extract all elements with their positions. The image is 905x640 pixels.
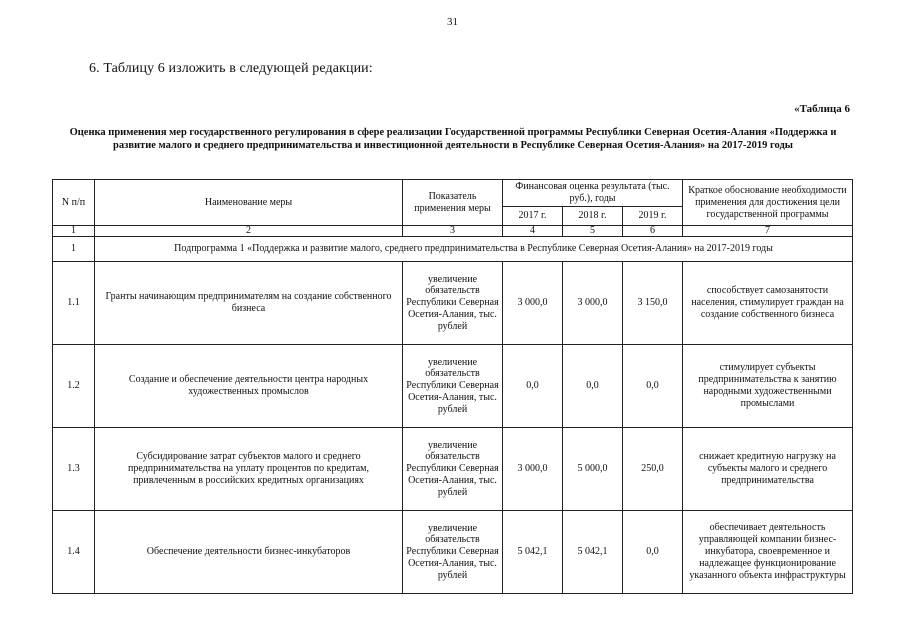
row-measure: Обеспечение деятельности бизнес-инкубаторов [95,511,403,594]
row-value-2017: 3 000,0 [503,262,563,345]
row-value-2019: 250,0 [623,428,683,511]
item-number: 6. [89,61,100,76]
row-value-2018: 3 000,0 [563,262,623,345]
col-number: 1 [53,226,95,237]
table-row [53,428,853,511]
header-row [53,180,853,207]
header-year-2017: 2017 г. [503,207,563,226]
table-title: Оценка применения мер государственного регулирования в сфере реализации Государственной программы Республики Северная Осетия-Алания «Поддержка и развитие малого и среднего предпринимательства и инвестиционной деятельности в Республике Северная Осетия-Алания» на 2017-2019 годы [69,127,837,151]
header-measure: Наименование меры [95,180,403,226]
row-justification: снижает кредитную нагрузку на субъекты малого и среднего предпринимательства [683,428,853,511]
row-justification: обеспечивает деятельность управляющей компании бизнес-инкубатора, своевременное и надлежащее функционирование указанного объекта инфраструктуры [683,511,853,594]
subprogram-row [53,237,853,262]
row-value-2018: 5 000,0 [563,428,623,511]
header-year-2019: 2019 г. [623,207,683,226]
col-number: 3 [403,226,503,237]
subprogram-title: Подпрограмма 1 «Поддержка и развитие малого, среднего предпринимательства в Республике Северная Осетия-Алания» на 2017-2019 годы [95,237,853,262]
row-value-2019: 0,0 [623,511,683,594]
page-number: 31 [447,16,458,28]
row-indicator: увеличение обязательств Республики Северная Осетия-Алания, тыс. рублей [403,428,503,511]
row-value-2018: 0,0 [563,345,623,428]
row-value-2018: 5 042,1 [563,511,623,594]
header-justification: Краткое обоснование необходимости применения для достижения цели государственной программы [683,180,853,226]
row-indicator: увеличение обязательств Республики Северная Осетия-Алания, тыс. рублей [403,511,503,594]
row-measure: Создание и обеспечение деятельности центра народных художественных промыслов [95,345,403,428]
row-justification: стимулирует субъекты предпринимательства к занятию народными художественными промыслами [683,345,853,428]
header-num: N п/п [53,180,95,226]
item-text: Таблицу 6 изложить в следующей редакции: [103,61,373,76]
table-label: «Таблица 6 [794,103,850,115]
row-num: 1.4 [53,511,95,594]
col-number: 4 [503,226,563,237]
row-measure: Субсидирование затрат субъектов малого и среднего предпринимательства на уплату процентов по кредитам, привлеченным в российских кредитных организациях [95,428,403,511]
column-number-row [53,226,853,237]
row-indicator: увеличение обязательств Республики Северная Осетия-Алания, тыс. рублей [403,345,503,428]
measures-table [52,179,853,594]
table-row [53,262,853,345]
col-number: 2 [95,226,403,237]
row-justification: способствует самозанятости населения, стимулирует граждан на создание собственного бизнеса [683,262,853,345]
row-value-2017: 0,0 [503,345,563,428]
row-value-2019: 0,0 [623,345,683,428]
header-finance: Финансовая оценка результата (тыс. руб.), годы [503,180,683,207]
header-year-2018: 2018 г. [563,207,623,226]
table-row [53,511,853,594]
col-number: 5 [563,226,623,237]
row-measure: Гранты начинающим предпринимателям на создание собственного бизнеса [95,262,403,345]
row-num: 1.1 [53,262,95,345]
table-row [53,345,853,428]
row-num: 1.3 [53,428,95,511]
row-num: 1.2 [53,345,95,428]
row-value-2017: 3 000,0 [503,428,563,511]
row-indicator: увеличение обязательств Республики Северная Осетия-Алания, тыс. рублей [403,262,503,345]
amendment-item [89,61,373,77]
header-indicator: Показатель применения меры [403,180,503,226]
col-number: 7 [683,226,853,237]
row-value-2017: 5 042,1 [503,511,563,594]
subprogram-num: 1 [53,237,95,262]
row-value-2019: 3 150,0 [623,262,683,345]
col-number: 6 [623,226,683,237]
